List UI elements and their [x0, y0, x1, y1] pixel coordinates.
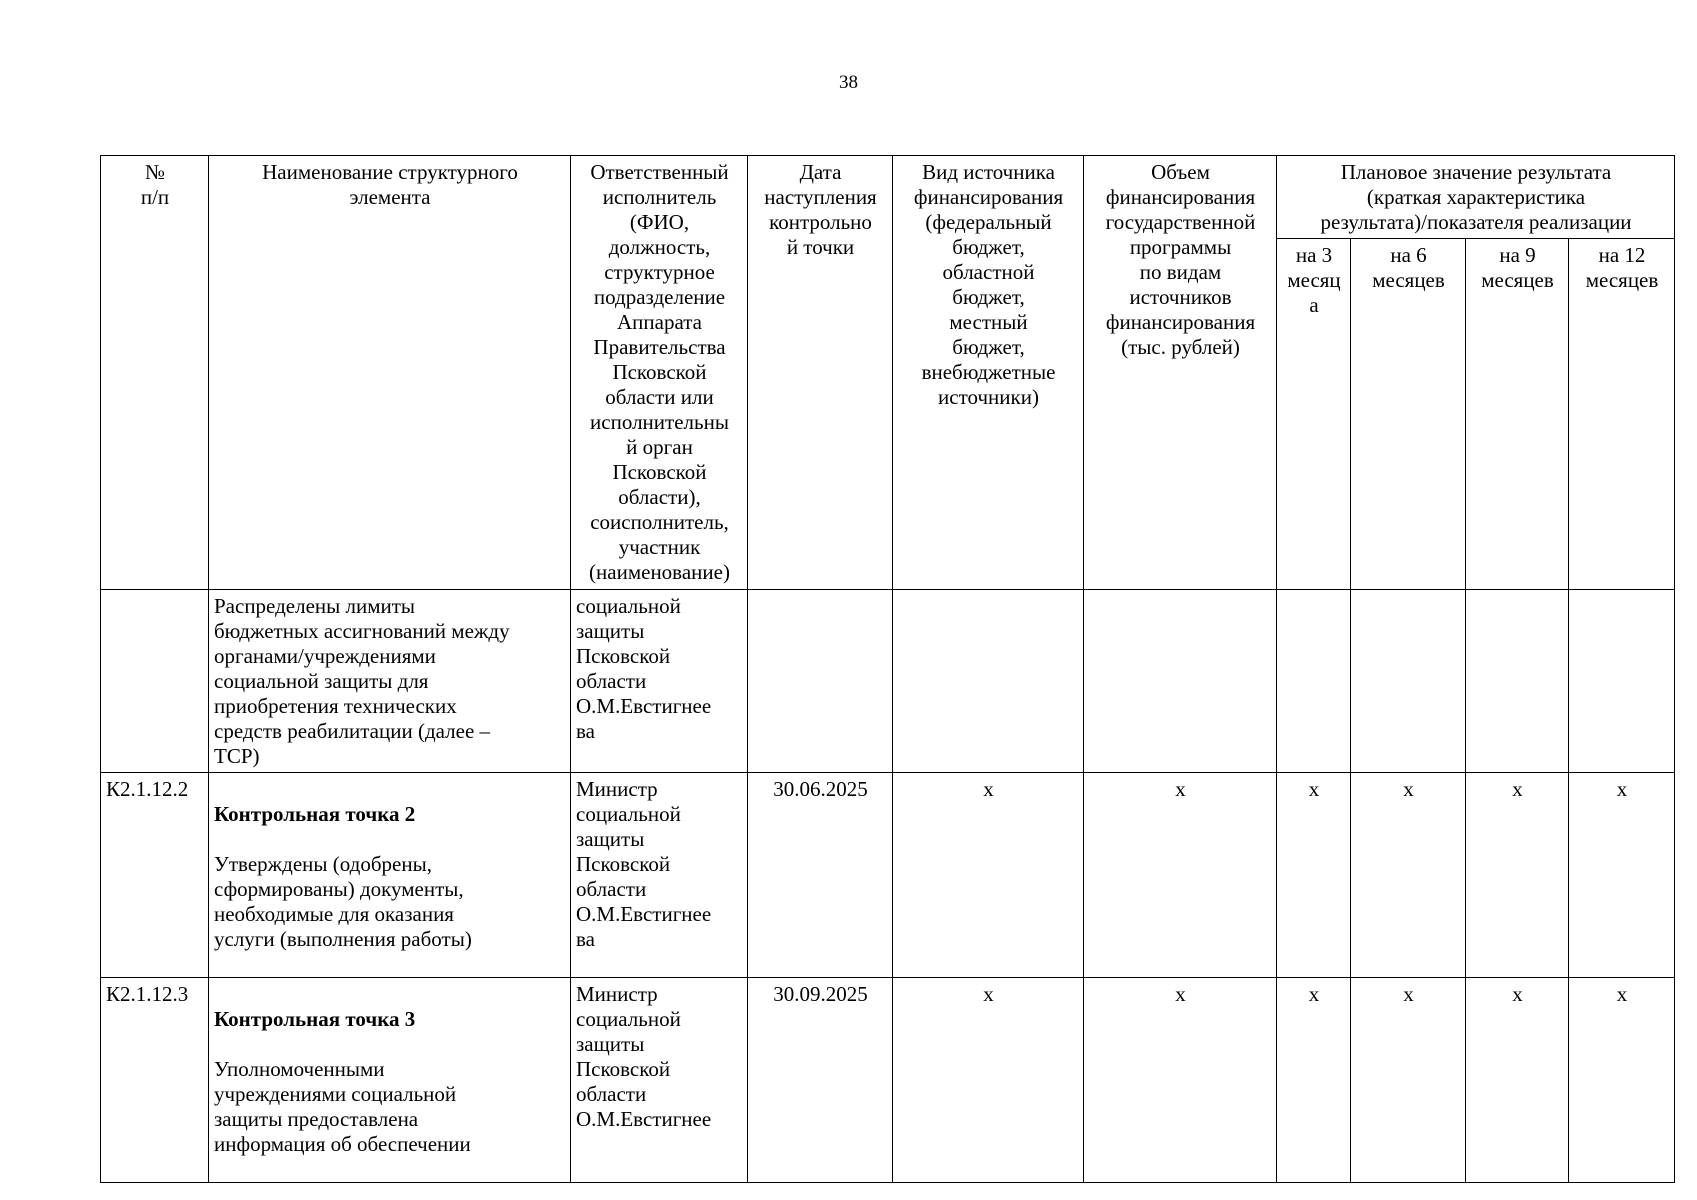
row-9-months — [1466, 590, 1569, 773]
row-title: Контрольная точка 3 — [214, 1007, 416, 1031]
row-source: x — [893, 978, 1084, 1183]
table-row — [101, 978, 1675, 1183]
header-planned-value: Плановое значение результата (краткая характеристика результата)/показателя реализации — [1277, 156, 1675, 239]
row-responsible: социальной защиты Псковской области О.М.Евстигнее ва — [571, 590, 748, 773]
row-volume: x — [1084, 978, 1277, 1183]
row-9-months: x — [1466, 978, 1569, 1183]
header-source: Вид источника финансирования (федеральный бюджет, областной бюджет, местный бюджет, внебюджетные источники) — [893, 156, 1084, 590]
row-6-months — [1351, 590, 1466, 773]
row-3-months: x — [1277, 978, 1351, 1183]
header-number: № п/п — [101, 156, 209, 590]
row-source: x — [893, 773, 1084, 978]
row-date — [748, 590, 893, 773]
header-3-months: на 3 месяц а — [1277, 239, 1351, 590]
row-source — [893, 590, 1084, 773]
control-points-table — [100, 155, 1675, 1183]
row-description: Утверждены (одобрены, сформированы) документы, необходимые для оказания услуги (выполнения работы) — [214, 852, 472, 951]
row-number — [101, 590, 209, 773]
row-number: К2.1.12.3 — [101, 978, 209, 1183]
row-volume: x — [1084, 773, 1277, 978]
header-responsible: Ответственный исполнитель (ФИО, должность, структурное подразделение Аппарата Правительства Псковской области или исполнительны й орган Псковской области), соисполнитель, участник (наименование) — [571, 156, 748, 590]
header-12-months: на 12 месяцев — [1569, 239, 1675, 590]
row-volume — [1084, 590, 1277, 773]
row-12-months: x — [1569, 773, 1675, 978]
row-date: 30.06.2025 — [748, 773, 893, 978]
row-12-months: x — [1569, 978, 1675, 1183]
header-name: Наименование структурного элемента — [209, 156, 571, 590]
row-name — [209, 773, 571, 978]
row-name — [209, 590, 571, 773]
header-6-months: на 6 месяцев — [1351, 239, 1466, 590]
row-title: Контрольная точка 2 — [214, 802, 416, 826]
row-name — [209, 978, 571, 1183]
table-row — [101, 590, 1675, 773]
row-description: Распределены лимиты бюджетных ассигнований между органами/учреждениями социальной защиты для приобретения технических средств реабилитации (далее – ТСР) — [214, 594, 510, 768]
row-date: 30.09.2025 — [748, 978, 893, 1183]
row-3-months — [1277, 590, 1351, 773]
header-volume: Объем финансирования государственной программы по видам источников финансирования (тыс. рублей) — [1084, 156, 1277, 590]
row-responsible: Министр социальной защиты Псковской области О.М.Евстигнее — [571, 978, 748, 1183]
row-3-months: x — [1277, 773, 1351, 978]
row-description: Уполномоченными учреждениями социальной защиты предоставлена информация об обеспечении — [214, 1057, 471, 1156]
row-9-months: x — [1466, 773, 1569, 978]
row-6-months: x — [1351, 978, 1466, 1183]
row-number: К2.1.12.2 — [101, 773, 209, 978]
page-number: 38 — [839, 72, 858, 93]
header-row — [101, 156, 1675, 239]
row-responsible: Министр социальной защиты Псковской области О.М.Евстигнее ва — [571, 773, 748, 978]
table-row — [101, 773, 1675, 978]
row-12-months — [1569, 590, 1675, 773]
header-9-months: на 9 месяцев — [1466, 239, 1569, 590]
row-6-months: x — [1351, 773, 1466, 978]
header-date: Дата наступления контрольно й точки — [748, 156, 893, 590]
